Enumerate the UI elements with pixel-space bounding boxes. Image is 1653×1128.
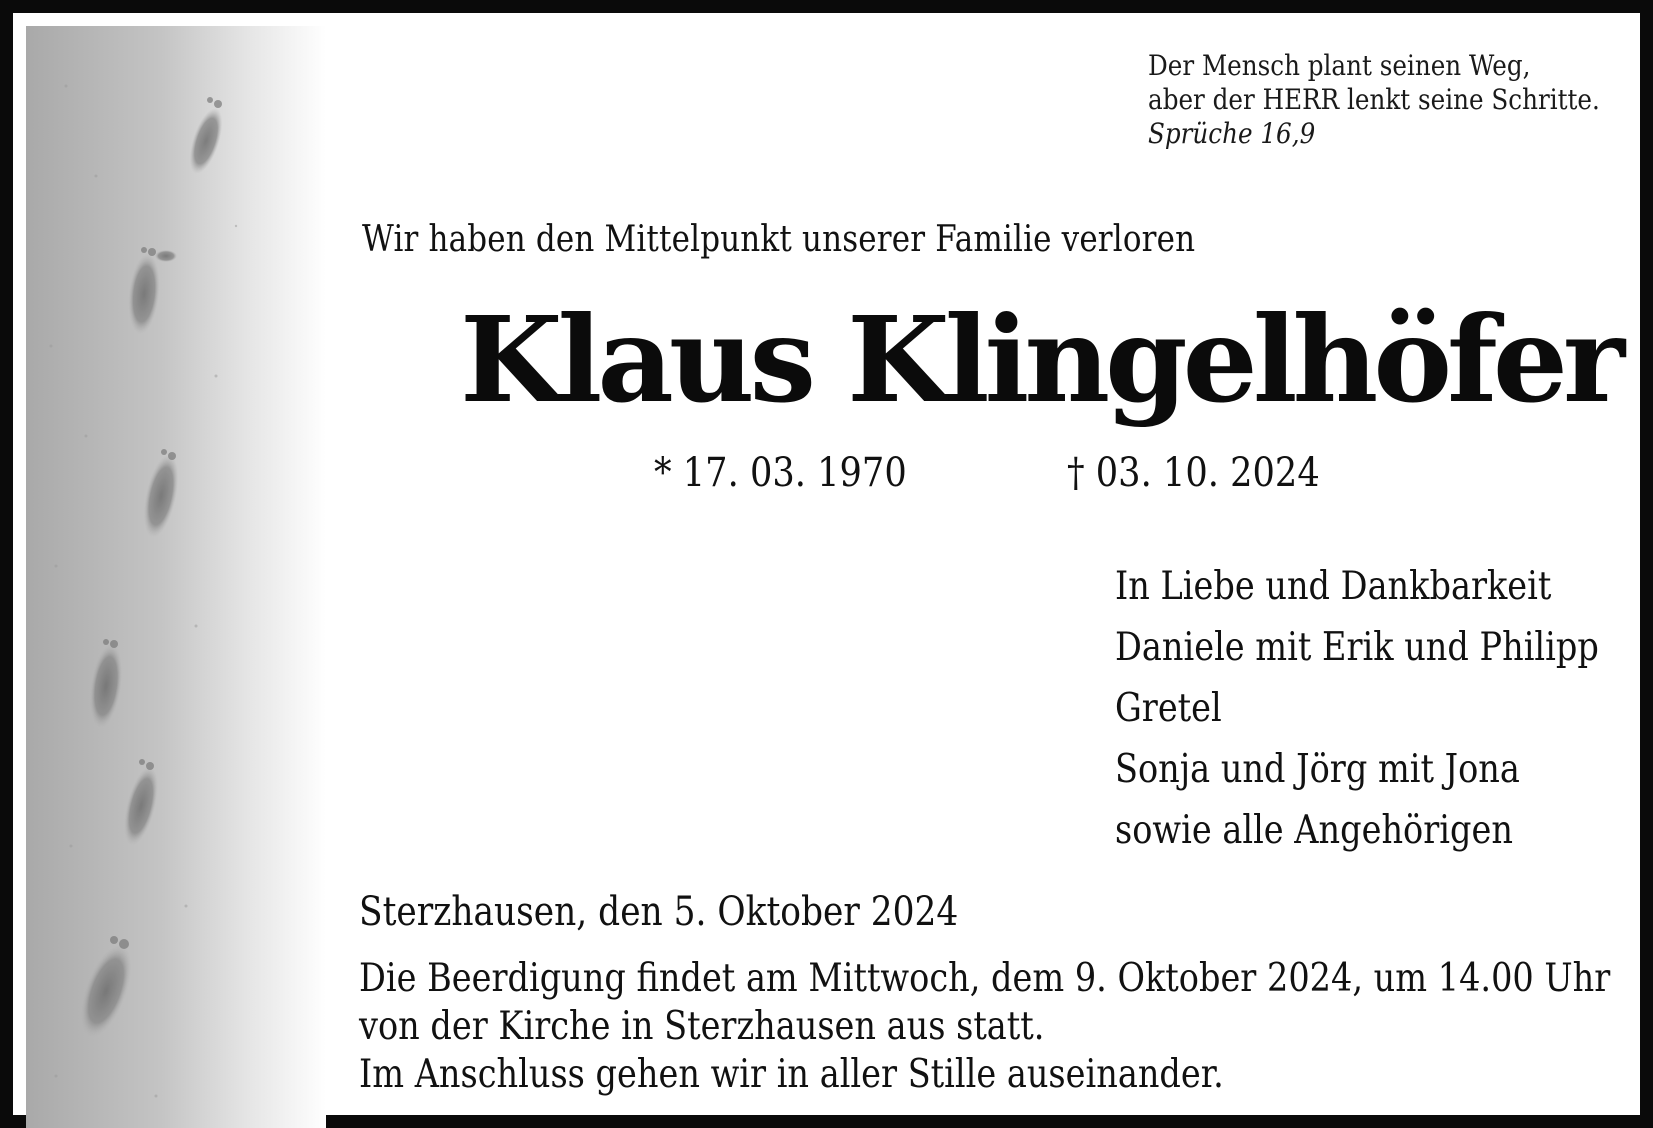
mourner-line: In Liebe und Dankbarkeit	[1115, 564, 1552, 609]
funeral-line-1: Die Beerdigung findet am Mittwoch, dem 9. Oktober 2024, um 14.00 Uhr	[359, 956, 1611, 1001]
mourner-line: Gretel	[1115, 686, 1222, 731]
funeral-line-3: Im Anschluss gehen wir in aller Stille auseinander.	[359, 1052, 1224, 1097]
deceased-name: Klaus Klingelhöfer	[460, 290, 1621, 429]
verse-line-1: Der Mensch plant seinen Weg,	[1148, 49, 1531, 82]
funeral-line-2: von der Kirche in Sterzhausen aus statt.	[359, 1004, 1045, 1049]
funeral-notice	[359, 955, 1610, 1099]
verse-reference: Sprüche 16,9	[1148, 117, 1316, 150]
mourner-line: Daniele mit Erik und Philipp	[1115, 625, 1599, 670]
intro-text: Wir haben den Mittelpunkt unserer Familie verloren	[362, 219, 1196, 260]
mourners-list	[1115, 556, 1599, 861]
mourner-line: Sonja und Jörg mit Jona	[1115, 747, 1520, 792]
bible-verse	[1148, 49, 1600, 151]
footprints-in-sand-image	[26, 26, 326, 1128]
birth-date: * 17. 03. 1970	[654, 450, 907, 496]
place-and-date: Sterzhausen, den 5. Oktober 2024	[359, 889, 959, 935]
mourner-line: sowie alle Angehörigen	[1115, 808, 1513, 853]
death-date: † 03. 10. 2024	[1067, 450, 1320, 496]
verse-line-2: aber der HERR lenkt seine Schritte.	[1148, 83, 1600, 116]
